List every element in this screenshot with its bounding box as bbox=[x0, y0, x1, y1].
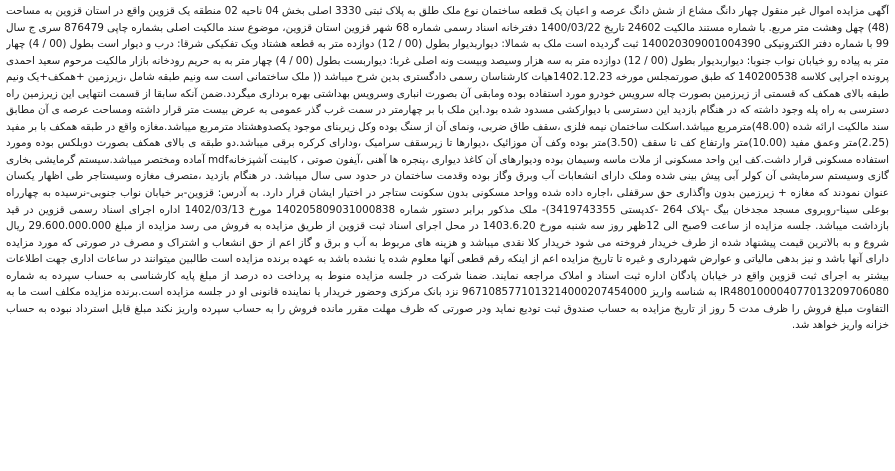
auction-notice bbox=[6, 3, 889, 468]
notice-paragraph: آگهی مزایده اموال غیر منقول چهار دانگ مشاع از شش دانگ عرصه و اعیان یک قطعه ساختمان نوع ملک طلق به پلاک ثبتی 3330 اصلی بخش 04 ناحیه 02 منطقه یک قزوین واقع در استان قزوین به مساحت (48) چهل وهشت متر مربع. با شماره مستند مالکیت 24602 تاریخ 1400/03/22 دفترخانه اسناد رسمی شماره 68 شهر قزوین استان قزوین، موضوع سند مالکیت اصلی بشماره چاپی 876479 سری ج سال 99 با شماره دفتر الکترونیکی 140020309001004390 ثبت گردیده است ملک به شمالا: دیواربدیوار بطول (00 / 12) دوازده متر به قطعه هشتاد ویک تفکیکی شرقا: درب و دیوار است بطول (00 / 4) چهار متر به پیاده رو خیابان نواب جنوبا: دیواربدیوار بطول (00 / 12) دوازده متر به سه هزار وسیصد وبیست ونه اصلی غربا: دیواربست بطول (00 / 4) چهار متر به به حریم رودخانه بازار مالکیت مرحوم سعید احمدی پرونده اجرایی کلاسه 140200538 که طبق صورتمجلس مورخه 1402.12.23هیات کارشناسان رسمی دادگستری بدین شرح میباشد (( ملک ساختمانی است سه ونیم طبقه شامل ،زیرزمین +همکف+یک ونیم طبقه بالای همکف که قسمتی از زیرزمین بصورت چاله سرویس خودرو مورد استفاده بوده ومابقی آن بصورت انباری وسرویس بهداشتی بهره برداری میگردد.ضمن آنکه سابقا از قسمت انتهایی این زیرزمین راه دسترسی به راه پله وجود داشته که در هنگام بازدید این دسترسی با دیوارکشی مسدود شده بود.این ملک با بر چهارمتر در سمت غرب گذر عمومی به عرض بیست متر قرار داشته ومساحت عرصه ی آن مطابق سند مالکیت ارائه شده (48.00)مترمربع میباشد.اسکلت ساختمان نیمه فلزی ،سقف طاق ضربی، ونمای آن از سنگ بوده وکل زیربنای موجود یکصدوهشتاد مترمربع میباشد.مغازه واقع در طبقه همکف با بر مفید (2.25)متر وعمق مفید (10.00)متر وارتفاع کف تا سقف (3.50)متر بوده وکف آن موزائیک ،دیوارها تا زیرسقف سرامیک ،ودارای کرکره برقی میباشد.دو طبقه ی بالای همکف بصورت دوبلکس بوده ومورد استفاده مسکونی قرار داشت.کف این واحد مسکونی از ملات ماسه وسیمان بوده ودیوارهای آن کاغذ دیواری ،پنجره ها آهنی ،آیفون صوتی ، کابینت آشپزخانهmdf آماده ومختصر میباشد.سیستم گرمایشی بخاری گازی وسیستم سرمایشی آن کولر آبی پیش بینی شده وملک دارای انشعابات آب وبرق وگاز بوده وقدمت ساختمان در حدود سی سال میباشد. در هنگام بازدید ،متصرف مغازه وسیستاجر طی اظهار یکسان عنوان نمودند که مغازه + زیرزمین بدون واگذاری حق سرقفلی ،اجاره داده شده وواحد مسکونی بدون سکونت ستاجر در اختیار ایشان قرار دارد. به آدرس: قزوین-بر خیابان نواب جنوبی-نرسیده به چهارراه بوعلی سینا-روبروی مسجد مجدخان بیگ -پلاک 264 -کدپستی 3419743355)- ملک مذکور برابر دستور شماره 140205809031000838 مورخ 1402/03/13 اداره اجرای اسناد رسمی قزوین در قید بازداشت میباشد. جلسه مزایده از ساعت 9صبح الی 12ظهر روز سه شنبه مورخ 1403.6.20 در محل اجرای اسناد ثبت قزوین از طریق مزایده به فروش می رسد مزایده از مبلغ 29.600.000.000 ریال شروع و به بالاترین قیمت پیشنهاد شده از طرف خریدار فروخته می شود خریدار کلا نقدی میباشد و هزینه های مربوط به آب و برق و گاز اعم از حق انشعاب و اشتراک و مصرف در صورتی که مورد مزایده دارای آنها باشد و نیز بدهی مالیاتی و عوارض شهرداری و غیره تا تاریخ مزایده اعم از اینکه رقم قطعی آنها معلوم شده یا نشده باشد به عهده برنده مزایده است طالبین میتوانند در ساعات اداری جهت اطلاعات بیشتر به اجرای ثبت قزوین واقع در خیابان پادگان اداره ثبت اسناد و املاک مراجعه نمایند. ضمنا شرکت در جلسه مزایده منوط به پرداخت ده درصد از مبلغ پایه کارشناسی به حساب سپرده به شماره IR480100004077013209706080 به شناسه واریز 9671085771013214000207454000 نزد بانک مرکزی وحضور خریدار یا نماینده قانونی او در جلسه مزایده است.برنده مزایده مکلف است ما به التفاوت مبلغ فروش را ظرف مدت 5 روز از تاریخ مزایده به حساب صندوق ثبت تودیع نماید ودر صورتی که ظرف مهلت مقرر مانده فروش را به حساب سپرده واریز نکند مبلغ قابل استرداد نبوده به حساب خزانه واریز خواهد شد. bbox=[6, 5, 889, 332]
